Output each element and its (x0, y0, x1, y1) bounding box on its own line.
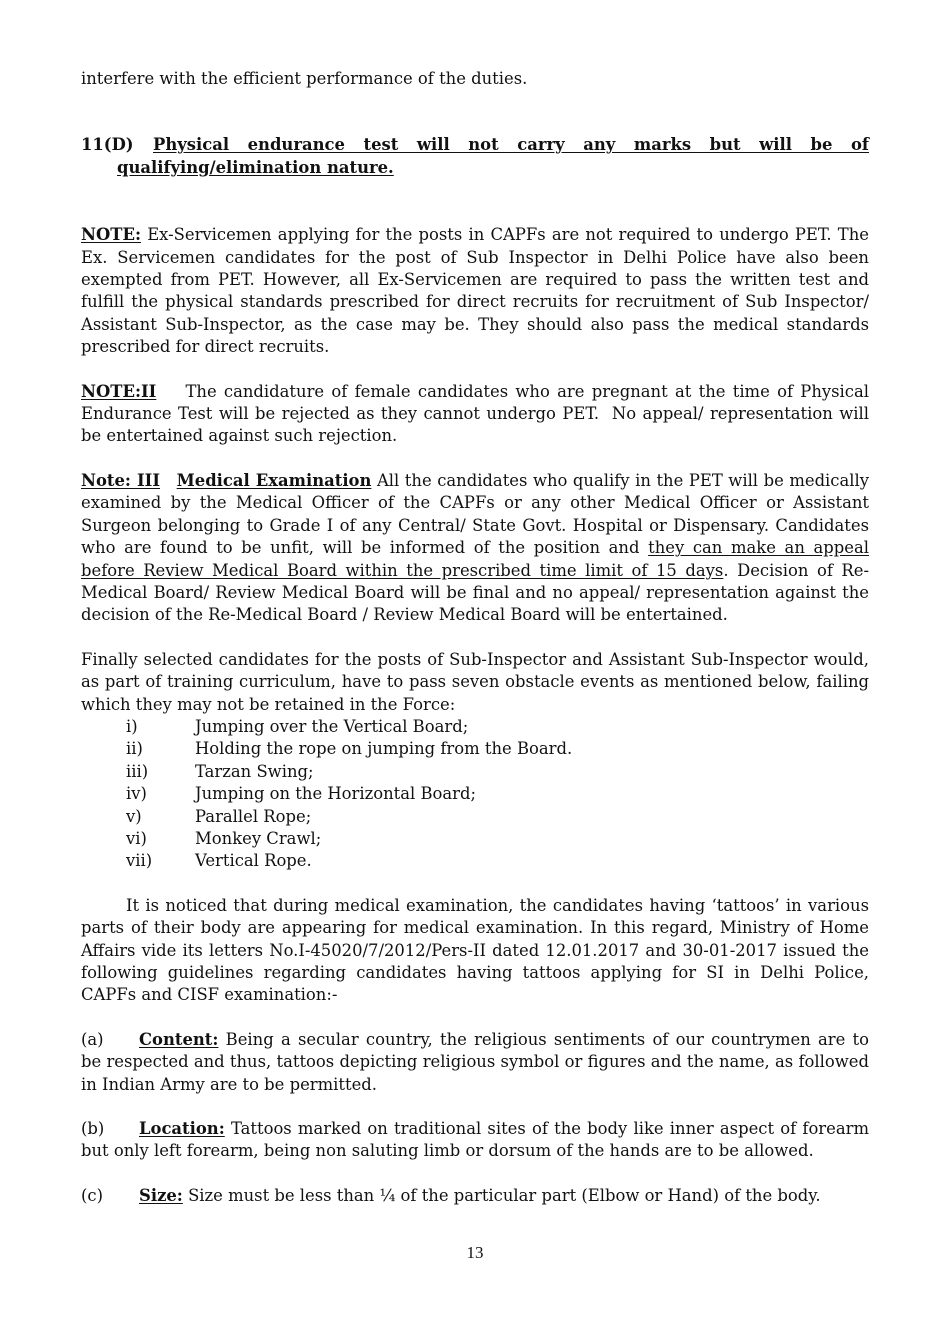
note-3-underlined: they can make an appeal before Review Medical Board within the prescribed time limit of 15 days (81, 538, 869, 580)
top-line: interfere with the efficient performance of the duties. (81, 69, 528, 88)
section-title-line1: Physical endurance test will not carry any marks but will be of (153, 135, 869, 155)
section-number: 11(D) (81, 135, 134, 155)
list-item: vi) Monkey Crawl; (126, 828, 322, 848)
note-1-label: NOTE: (81, 225, 142, 245)
guideline-content: (a) (81, 1029, 104, 1049)
note-3 (81, 470, 869, 627)
guideline-b-text: Location: Tattoos marked on traditional sites of the body like inner aspect of forearm but only left forearm, being non saluting limb or dorsum of the hands are to be allowed. (81, 1119, 869, 1161)
list-item: iii) Tarzan Swing; (126, 761, 314, 781)
tattoo-para: It is noticed that during medical examination, the candidates having ‘tattoos’ in various parts of their body are appearing for medical examination. In this regard, Ministry of Home Affairs vide its letters No.I-45020/7/2012/Pers-II dated 12.01.2017 and 30-01-2017 issued the following guidelines regarding candidates having tattoos applying for SI in Delhi Police, CAPFs and CISF examination:- (81, 895, 869, 1005)
note-3-text1: All the candidates who qualify in the PET will be medically examined by the Medical Officer of the CAPFs or any other Medical Officer or Assistant Surgeon belonging to Grade I of any Central/ State Govt. Hospital or Dispensary. Candidates who are found to be unfit, will be informed of the position and (81, 470, 869, 558)
guideline-c-text: Size: Size must be less than ¼ of the particular part (Elbow or Hand) of the body. (139, 1185, 821, 1205)
note-2 (81, 381, 875, 448)
note-3-title: Medical Examination (176, 470, 372, 490)
page-number: 13 (466, 1243, 484, 1262)
note-2-label: NOTE:II (81, 381, 157, 401)
final-para: Finally selected candidates for the posts of Sub-Inspector and Assistant Sub-Inspector would, as part of training curriculum, have to pass seven obstacle events as mentioned below, failing which they may not be retained in the Force: (81, 649, 869, 714)
section-heading (81, 134, 869, 156)
note-1 (81, 224, 869, 358)
list-item: iv) Jumping on the Horizontal Board; (126, 784, 476, 804)
guideline-a-text: Content: Being a secular country, the religious sentiments of our countrymen are to be respected and thus, tattoos depicting religious symbol or figures and the name, as followed in Indian Army are to be permitted. (81, 1029, 869, 1094)
list-item: i) Jumping over the Vertical Board; (126, 716, 469, 736)
note-1-text: Ex-Servicemen applying for the posts in CAPFs are not required to undergo PET. The Ex. Servicemen candidates for the post of Sub Inspector in Delhi Police have also been exempted from PET. However, all Ex-Servicemen are required to pass the written test and fulfill the physical standards prescribed for direct recruits for recruitment of Sub Inspector/ Assistant Sub-Inspector, as the case may be. They should also pass the medical standards prescribed for direct recruits. (81, 225, 869, 357)
note-3-label: Note: III (81, 470, 161, 490)
note-2-text: The candidature of female candidates who are pregnant at the time of Physical Endurance Test will be rejected as they cannot undergo PET. No appeal/ representation will be entertained against such rejection. (81, 381, 875, 446)
document-page (81, 68, 875, 1207)
obstacle-events-list (81, 716, 869, 873)
guideline-size: (c) (81, 1185, 103, 1205)
section-title-line2: qualifying/elimination nature. (117, 157, 394, 177)
note-3-text2: . Decision of Re-Medical Board/ Review Medical Board will be final and no appeal/ representation against the decision of the Re-Medical Board / Review Medical Board will be entertained. (81, 560, 869, 625)
list-item: ii) Holding the rope on jumping from the Board. (126, 739, 573, 759)
list-item: vii) Vertical Rope. (126, 851, 312, 871)
list-item: v) Parallel Rope; (126, 806, 312, 826)
guideline-location: (b) (81, 1119, 105, 1139)
